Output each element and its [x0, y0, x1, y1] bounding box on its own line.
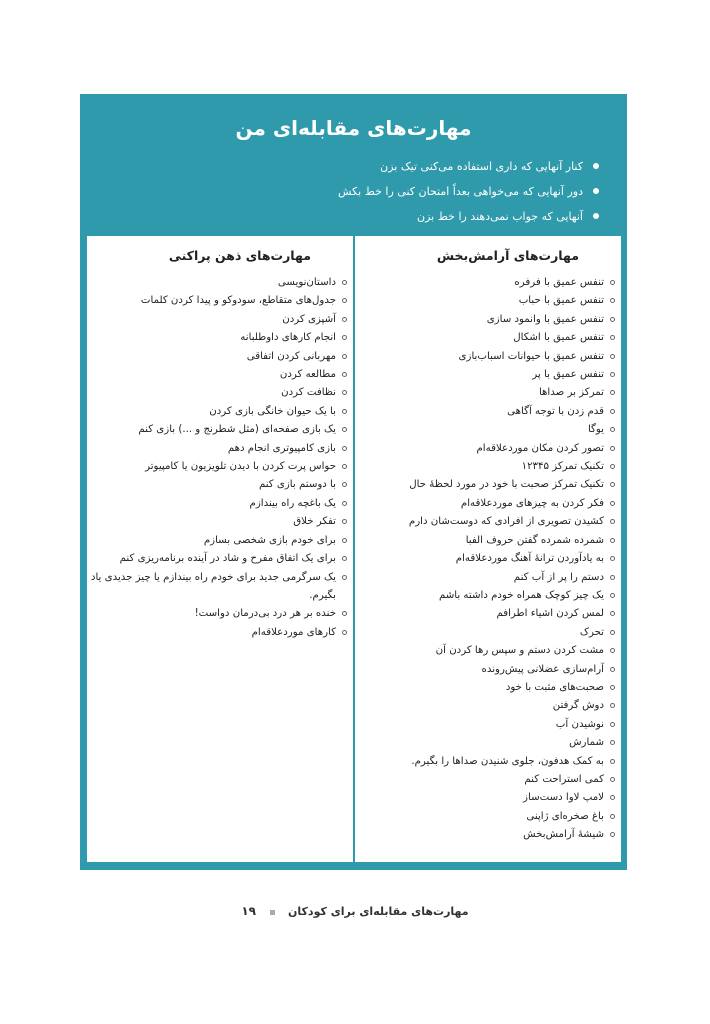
skill-item: [355, 642, 615, 660]
skill-text: تنفس عمیق با اشکال: [513, 332, 604, 344]
circle-checkbox-icon[interactable]: [610, 335, 615, 340]
distraction-skills-column: [87, 236, 353, 862]
skill-text: یک چیز کوچک همراه خودم داشته باشم: [438, 589, 604, 601]
skill-item: [355, 311, 615, 329]
skill-text: مشت کردن دستم و سپس رها کردن آن: [435, 645, 604, 657]
skill-text: شمرده شمرده گفتن حروف الفبا: [465, 534, 604, 546]
skill-text: شیشهٔ آرامش‌بخش: [523, 829, 604, 841]
circle-checkbox-icon[interactable]: [610, 722, 615, 727]
skill-text: با دوستم بازی کنم: [258, 479, 336, 491]
circle-checkbox-icon[interactable]: [610, 759, 615, 764]
skill-item: [355, 476, 615, 494]
circle-checkbox-icon[interactable]: [342, 446, 347, 451]
instruction-item: [80, 204, 599, 229]
skill-item: [87, 384, 347, 402]
page-number: ۱۹: [241, 904, 257, 918]
skill-text: تکنیک تمرکز صحبت با خود در مورد لحظهٔ حال: [409, 479, 604, 491]
circle-checkbox-icon[interactable]: [610, 611, 615, 616]
circle-checkbox-icon[interactable]: [610, 795, 615, 800]
bullet-icon: [593, 163, 599, 169]
skill-text: باغ صخره‌ای ژاپنی: [526, 810, 604, 822]
skill-item: [355, 366, 615, 384]
skill-text: یک بازی صفحه‌ای (مثل شطرنج و ...) بازی کنم: [138, 424, 336, 436]
skill-item: [87, 311, 347, 329]
skill-item: [87, 440, 347, 458]
relaxing-skills-heading: مهارت‌های آرامش‌بخش: [436, 248, 579, 263]
book-title: مهارت‌های مقابله‌ای برای کودکان: [288, 905, 469, 918]
circle-checkbox-icon[interactable]: [342, 575, 347, 580]
skill-item: [355, 421, 615, 439]
circle-checkbox-icon[interactable]: [342, 630, 347, 635]
skill-text: قدم زدن با توجه آگاهی: [507, 405, 604, 417]
skill-item: [87, 605, 347, 623]
circle-checkbox-icon[interactable]: [342, 501, 347, 506]
skill-text: جدول‌های متقاطع، سودوکو و پیدا کردن کلمات: [140, 295, 336, 307]
skill-text: کارهای موردعلاقه‌ام: [251, 626, 336, 638]
skill-text: تصور کردن مکان موردعلاقه‌ام: [476, 442, 604, 454]
skill-text: به یادآوردن ترانهٔ آهنگ موردعلاقه‌ام: [455, 553, 604, 565]
skill-item: [87, 348, 347, 366]
skill-text: لامپ لاوا دست‌ساز: [523, 792, 604, 804]
coping-skills-panel: [80, 94, 627, 870]
skill-item: [355, 771, 615, 789]
skill-item: [355, 403, 615, 421]
circle-checkbox-icon[interactable]: [610, 685, 615, 690]
circle-checkbox-icon[interactable]: [342, 482, 347, 487]
skill-item: [87, 366, 347, 384]
skill-text: مطالعه کردن: [279, 369, 336, 381]
skill-item: [355, 734, 615, 752]
skill-text: نوشیدن آب: [555, 718, 604, 730]
skill-item: [87, 550, 347, 568]
skill-text: مهربانی کردن اتفاقی: [246, 350, 336, 362]
circle-checkbox-icon[interactable]: [342, 409, 347, 414]
skill-text: برای یک اتفاق مفرح و شاد در آینده برنامه‌ریزی کنم: [119, 553, 336, 565]
circle-checkbox-icon[interactable]: [610, 575, 615, 580]
separator-square-icon: [270, 910, 275, 915]
circle-checkbox-icon[interactable]: [342, 390, 347, 395]
skill-item: [355, 348, 615, 366]
relaxing-skills-list: [355, 274, 621, 845]
skill-item: [355, 532, 615, 550]
instruction-item: [80, 154, 599, 179]
skill-text: حواس پرت کردن با دیدن تلویزیون یا کامپیوتر: [145, 461, 336, 473]
distraction-skills-list: [87, 274, 353, 642]
circle-checkbox-icon[interactable]: [610, 298, 615, 303]
circle-checkbox-icon[interactable]: [342, 354, 347, 359]
skill-text: با یک حیوان خانگی بازی کردن: [209, 405, 336, 417]
circle-checkbox-icon[interactable]: [610, 427, 615, 432]
skill-text: دوش گرفتن: [552, 700, 604, 712]
skill-item: [87, 495, 347, 513]
skill-text: تنفس عمیق با وانمود سازی: [486, 313, 604, 325]
circle-checkbox-icon[interactable]: [342, 372, 347, 377]
skill-item: [355, 292, 615, 310]
skill-text: یوگا: [587, 424, 604, 436]
circle-checkbox-icon[interactable]: [342, 317, 347, 322]
circle-checkbox-icon[interactable]: [342, 298, 347, 303]
skill-text: تفکر خلاق: [293, 516, 336, 528]
circle-checkbox-icon[interactable]: [610, 777, 615, 782]
skill-item: [355, 440, 615, 458]
skill-text: لمس کردن اشیاء اطرافم: [496, 608, 604, 620]
circle-checkbox-icon[interactable]: [610, 519, 615, 524]
skill-text: نظافت کردن: [281, 387, 336, 399]
skill-text: صحبت‌های مثبت با خود: [505, 681, 604, 693]
skill-item: [87, 458, 347, 476]
skill-item: [355, 679, 615, 697]
bullet-icon: [593, 188, 599, 194]
circle-checkbox-icon[interactable]: [610, 556, 615, 561]
skill-item: [87, 513, 347, 531]
circle-checkbox-icon[interactable]: [610, 280, 615, 285]
skill-item: [355, 569, 615, 587]
skill-text: انجام کارهای داوطلبانه: [240, 332, 336, 344]
skill-item: [355, 624, 615, 642]
skill-item: [355, 661, 615, 679]
skill-text: یک سرگرمی جدید برای خودم راه بیندازم یا چیز جدیدی یاد بگیرم.: [90, 571, 336, 601]
circle-checkbox-icon[interactable]: [610, 538, 615, 543]
skill-text: یک باغچه راه بیندازم: [249, 497, 336, 509]
skill-text: تکنیک تمرکز ۱۲۳۴۵: [521, 461, 604, 473]
skill-text: تحرک: [579, 626, 604, 638]
circle-checkbox-icon[interactable]: [610, 703, 615, 708]
skill-item: [355, 789, 615, 807]
skill-item: [355, 384, 615, 402]
skill-text: تنفس عمیق با فرفره: [514, 277, 604, 288]
skill-item: [87, 624, 347, 642]
skill-item: [87, 532, 347, 550]
circle-checkbox-icon[interactable]: [610, 814, 615, 819]
circle-checkbox-icon[interactable]: [342, 335, 347, 340]
circle-checkbox-icon[interactable]: [342, 519, 347, 524]
circle-checkbox-icon[interactable]: [610, 648, 615, 653]
skill-text: دستم را پر از آب کنم: [513, 571, 604, 583]
skill-text: خنده بر هر درد بی‌درمان دواست!: [194, 608, 336, 620]
skill-text: بازی کامپیوتری انجام دهم: [227, 442, 336, 454]
circle-checkbox-icon[interactable]: [342, 464, 347, 469]
skill-text: آشپزی کردن: [282, 313, 336, 325]
bullet-icon: [593, 213, 599, 219]
skill-item: [355, 826, 615, 844]
circle-checkbox-icon[interactable]: [610, 464, 615, 469]
skill-item: [355, 753, 615, 771]
skill-item: [355, 329, 615, 347]
skill-item: [355, 550, 615, 568]
circle-checkbox-icon[interactable]: [342, 611, 347, 616]
instruction-text: کنار آنهایی که داری استفاده می‌کنی تیک بزن: [380, 160, 583, 173]
circle-checkbox-icon[interactable]: [610, 593, 615, 598]
skill-item: [355, 587, 615, 605]
panel-header: [80, 94, 627, 236]
skill-text: کشیدن تصویری از افرادی که دوست‌شان دارم: [408, 516, 604, 528]
circle-checkbox-icon[interactable]: [610, 630, 615, 635]
skill-text: داستان‌نویسی: [277, 277, 336, 288]
skill-text: تمرکز بر صداها: [538, 387, 604, 399]
circle-checkbox-icon[interactable]: [610, 372, 615, 377]
circle-checkbox-icon[interactable]: [610, 317, 615, 322]
skill-item: [355, 513, 615, 531]
skill-item: [355, 808, 615, 826]
circle-checkbox-icon[interactable]: [610, 446, 615, 451]
circle-checkbox-icon[interactable]: [610, 740, 615, 745]
circle-checkbox-icon[interactable]: [342, 427, 347, 432]
circle-checkbox-icon[interactable]: [610, 409, 615, 414]
skill-item: [87, 569, 347, 606]
instruction-list: [80, 154, 627, 229]
skill-item: [87, 329, 347, 347]
skill-item: [87, 421, 347, 439]
page-footer: [0, 904, 710, 926]
skill-item: [355, 458, 615, 476]
skill-text: تنفس عمیق با حباب: [518, 295, 604, 307]
skill-text: تنفس عمیق با پر: [532, 369, 604, 381]
instruction-text: دور آنهایی که می‌خواهی بعداً امتحان کنی را خط بکش: [338, 185, 583, 198]
circle-checkbox-icon[interactable]: [610, 354, 615, 359]
skill-item: [355, 605, 615, 623]
distraction-skills-heading: مهارت‌های ذهن پراکنی: [168, 248, 311, 263]
skill-text: کمی استراحت کنم: [524, 773, 604, 785]
circle-checkbox-icon[interactable]: [342, 538, 347, 543]
instruction-item: [80, 179, 599, 204]
skill-item: [87, 274, 347, 292]
page-title: مهارت‌های مقابله‌ای من: [235, 116, 472, 140]
circle-checkbox-icon[interactable]: [342, 280, 347, 285]
skill-item: [355, 495, 615, 513]
relaxing-skills-column: [355, 236, 621, 862]
skill-item: [87, 476, 347, 494]
skill-text: شمارش: [569, 737, 604, 749]
circle-checkbox-icon[interactable]: [610, 390, 615, 395]
skill-item: [355, 274, 615, 292]
circle-checkbox-icon[interactable]: [610, 832, 615, 837]
circle-checkbox-icon[interactable]: [610, 482, 615, 487]
instruction-text: آنهایی که جواب نمی‌دهند را خط بزن: [417, 210, 583, 223]
skill-text: آرام‌سازی عضلانی پیش‌رونده: [481, 663, 604, 675]
skill-item: [87, 292, 347, 310]
skill-text: فکر کردن به چیزهای موردعلاقه‌ام: [460, 497, 604, 509]
skill-item: [87, 403, 347, 421]
circle-checkbox-icon[interactable]: [610, 501, 615, 506]
skill-text: تنفس عمیق با حیوانات اسباب‌بازی: [458, 350, 604, 362]
circle-checkbox-icon[interactable]: [342, 556, 347, 561]
circle-checkbox-icon[interactable]: [610, 667, 615, 672]
skill-item: [355, 697, 615, 715]
skill-text: برای خودم بازی شخصی بسازم: [203, 534, 336, 546]
skill-item: [355, 716, 615, 734]
skill-text: به کمک هدفون، جلوی شنیدن صداها را بگیرم.: [411, 755, 604, 767]
